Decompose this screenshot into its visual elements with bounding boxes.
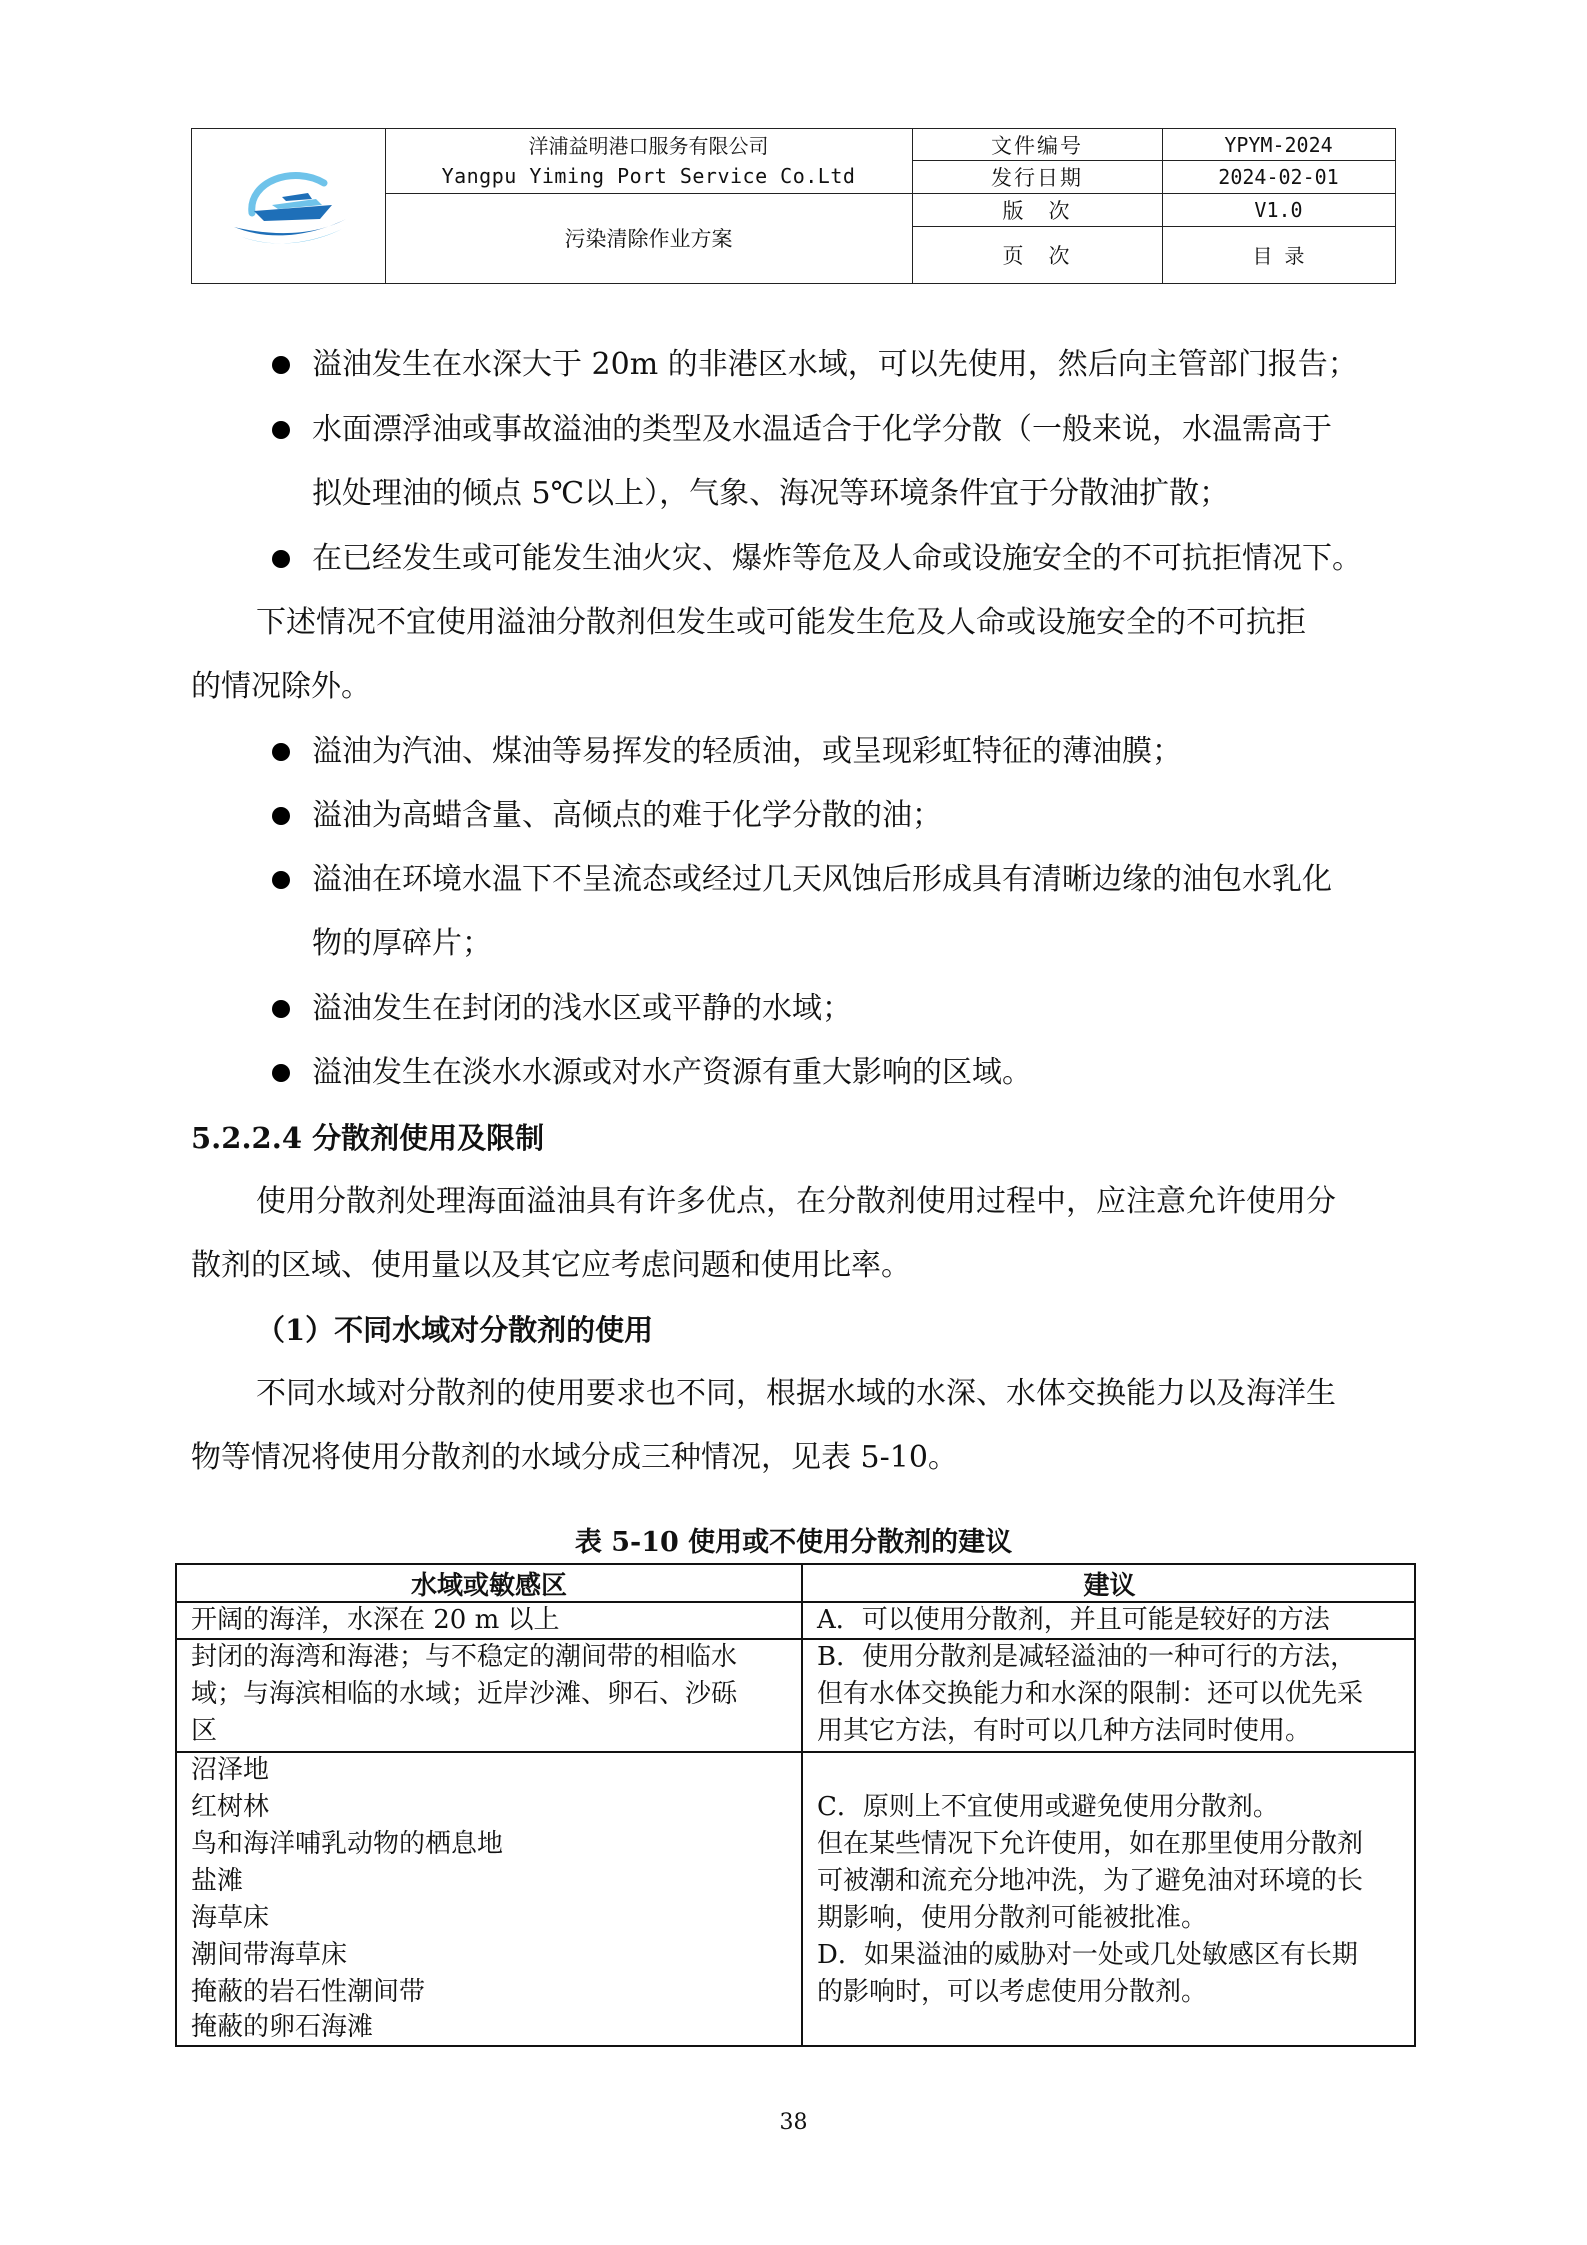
table-cell-line: 红树林 bbox=[191, 1792, 270, 1822]
paragraph-line: 下述情况不宜使用溢油分散剂但发生或可能发生危及人命或设施安全的不可抗拒 bbox=[256, 605, 1306, 640]
company-name-en: Yangpu Yiming Port Service Co.Ltd bbox=[441, 164, 856, 188]
bullet-text: 溢油发生在水深大于 20m 的非港区水域，可以先使用，然后向主管部门报告； bbox=[312, 347, 1358, 382]
bullet-text: 溢油为汽油、煤油等易挥发的轻质油，或呈现彩虹特征的薄油膜； bbox=[312, 734, 1182, 769]
table-cell-line: 的影响时，可以考虑使用分散剂。 bbox=[817, 1977, 1208, 2007]
bullet-text: 在已经发生或可能发生油火灾、爆炸等危及人命或设施安全的不可抗拒情况下。 bbox=[312, 541, 1362, 576]
table-cell-line: 海草床 bbox=[191, 1903, 270, 1933]
bullet-text: 溢油发生在封闭的浅水区或平静的水域； bbox=[312, 991, 852, 1026]
page-number: 38 bbox=[779, 2110, 808, 2135]
bullet-icon bbox=[256, 405, 306, 455]
company-logo bbox=[192, 129, 385, 283]
bullet-icon bbox=[256, 791, 306, 841]
table-cell: 开阔的海洋，水深在 20 m 以上 bbox=[191, 1605, 560, 1635]
bullet-icon bbox=[256, 340, 306, 390]
version-value: V1.0 bbox=[1254, 197, 1303, 222]
paragraph-line: 使用分散剂处理海面溢油具有许多优点，在分散剂使用过程中，应注意允许使用分 bbox=[256, 1184, 1336, 1219]
table-cell-line: D．如果溢油的威胁对一处或几处敏感区有长期 bbox=[817, 1940, 1358, 1970]
table-cell-line: 盐滩 bbox=[191, 1866, 244, 1896]
table-cell-line: 期影响，使用分散剂可能被批准。 bbox=[817, 1903, 1208, 1933]
table-cell-line: 但有水体交换能力和水深的限制：还可以优先采 bbox=[817, 1679, 1364, 1709]
table-cell-line: 域；与海滨相临的水域；近岸沙滩、卵石、沙砾 bbox=[191, 1679, 738, 1709]
page-label: 页 次 bbox=[1002, 243, 1072, 268]
table-cell-line: 封闭的海湾和海港；与不稳定的潮间带的相临水 bbox=[191, 1642, 738, 1672]
paragraph-line: 物等情况将使用分散剂的水域分成三种情况，见表 5-10。 bbox=[191, 1440, 958, 1475]
section-heading: 5.2.2.4 分散剂使用及限制 bbox=[191, 1121, 545, 1155]
bullet-icon bbox=[256, 855, 306, 905]
table-cell-line: B．使用分散剂是减轻溢油的一种可行的方法， bbox=[817, 1642, 1357, 1672]
table-cell: A．可以使用分散剂，并且可能是较好的方法 bbox=[817, 1605, 1330, 1635]
paragraph-line: 不同水域对分散剂的使用要求也不同，根据水域的水深、水体交换能力以及海洋生 bbox=[256, 1376, 1336, 1411]
table-cell-line: 用其它方法，有时可以几种方法同时使用。 bbox=[817, 1716, 1312, 1746]
bullet-icon bbox=[256, 534, 306, 584]
doc-no-value: YPYM-2024 bbox=[1224, 132, 1333, 157]
table-cell-line: 区 bbox=[191, 1716, 218, 1746]
table-cell-line: 沼泽地 bbox=[191, 1755, 270, 1785]
table-cell-line: 掩蔽的卵石海滩 bbox=[191, 2012, 374, 2042]
issue-date-label: 发行日期 bbox=[991, 165, 1083, 190]
bullet-icon bbox=[256, 984, 306, 1034]
bullet-text: 溢油在环境水温下不呈流态或经过几天风蚀后形成具有清晰边缘的油包水乳化 bbox=[312, 862, 1332, 897]
table-cell-line: 潮间带海草床 bbox=[191, 1940, 348, 1970]
ship-logo-icon bbox=[224, 161, 354, 251]
table-cell-line: 但在某些情况下允许使用，如在那里使用分散剂 bbox=[817, 1829, 1364, 1859]
bullet-text-continued: 物的厚碎片； bbox=[312, 926, 492, 961]
table-header-advice: 建议 bbox=[1083, 1570, 1136, 1601]
table-cell-line: C．原则上不宜使用或避免使用分散剂。 bbox=[817, 1792, 1279, 1822]
version-label: 版 次 bbox=[1002, 198, 1072, 223]
sub-heading: （1）不同水域对分散剂的使用 bbox=[256, 1313, 654, 1347]
table-caption: 表 5-10 使用或不使用分散剂的建议 bbox=[574, 1527, 1013, 1558]
bullet-icon bbox=[256, 1048, 306, 1098]
table-cell-line: 鸟和海洋哺乳动物的栖息地 bbox=[191, 1829, 504, 1859]
paragraph-line: 散剂的区域、使用量以及其它应考虑问题和使用比率。 bbox=[191, 1248, 911, 1283]
document-header bbox=[191, 128, 1396, 284]
doc-no-label: 文件编号 bbox=[991, 133, 1083, 158]
recommendation-table bbox=[175, 1563, 1416, 2047]
company-name-cn: 洋浦益明港口服务有限公司 bbox=[528, 134, 769, 158]
bullet-text-continued: 拟处理油的倾点 5℃以上），气象、海况等环境条件宜于分散油扩散； bbox=[312, 476, 1230, 511]
table-header-area: 水域或敏感区 bbox=[410, 1570, 567, 1601]
paragraph-line: 的情况除外。 bbox=[191, 669, 371, 704]
company-name bbox=[385, 129, 912, 193]
bullet-icon bbox=[256, 727, 306, 777]
document-title: 污染清除作业方案 bbox=[564, 227, 733, 251]
issue-date-value: 2024-02-01 bbox=[1218, 164, 1339, 189]
page-value: 目 录 bbox=[1252, 244, 1305, 268]
table-cell-line: 可被潮和流充分地冲洗，为了避免油对环境的长 bbox=[817, 1866, 1364, 1896]
bullet-text: 水面漂浮油或事故溢油的类型及水温适合于化学分散（一般来说，水温需高于 bbox=[312, 412, 1332, 447]
table-cell-line: 掩蔽的岩石性潮间带 bbox=[191, 1977, 426, 2007]
bullet-text: 溢油发生在淡水水源或对水产资源有重大影响的区域。 bbox=[312, 1055, 1032, 1090]
bullet-text: 溢油为高蜡含量、高倾点的难于化学分散的油； bbox=[312, 798, 942, 833]
